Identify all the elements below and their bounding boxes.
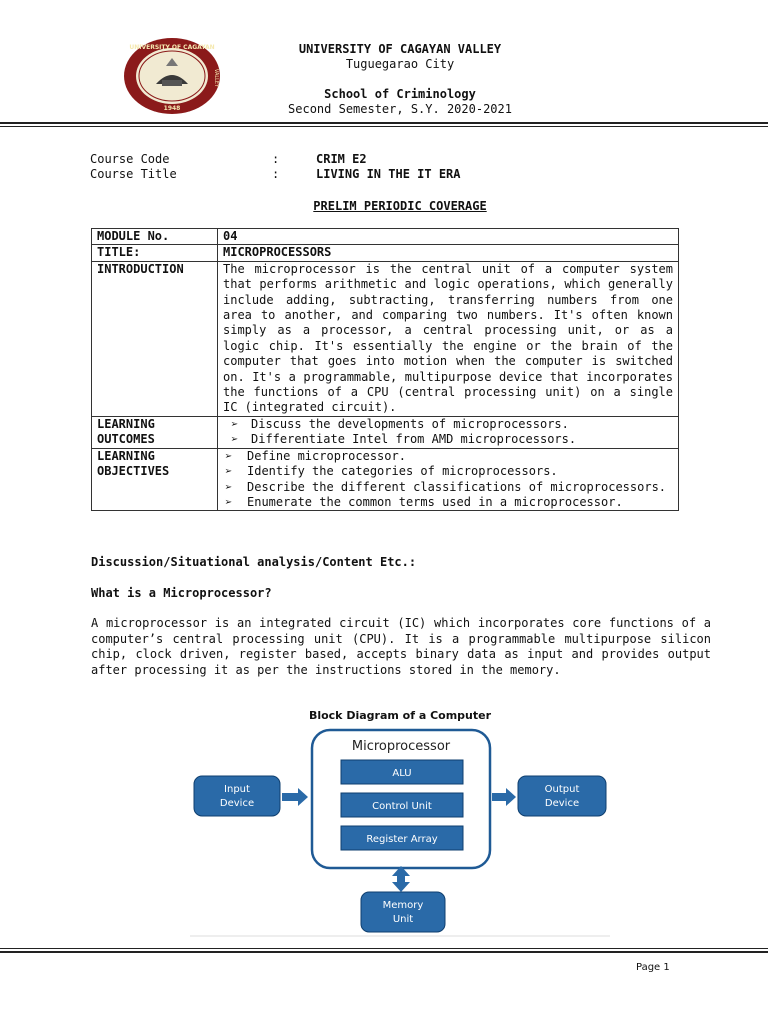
introduction-text: The microprocessor is the central unit of a computer system that performs arithmetic and logic operations, which generally include adding, subtracting, transferring numbers from one area to another, and comparing two numbers. It's often known simply as a processor, a central processing unit, or as a logic chip. It's essentially the engine or the brain of the computer that goes into motion when the computer is switched on. It's a programmable, multipurpose device that incorporates the functions of a CPU (central processing unit) on a single IC (integrated circuit). [218,261,679,416]
output-device-label-1: Output [544,784,580,795]
objectives-label-line-2: OBJECTIVES [97,464,170,479]
memory-unit-box [361,892,445,932]
university-seal [122,36,222,116]
diagram-title: Block Diagram of a Computer [308,709,492,722]
list-item: ➢ Differentiate Intel from AMD microprocessors. [231,432,577,447]
alu-label: ALU [392,768,412,779]
learning-objectives-label [92,448,218,511]
input-device-box [194,776,280,816]
definition-paragraph: A microprocessor is an integrated circuit (IC) which incorporates core functions of a computer’s central processing unit (CPU). It is a programmable multipurpose silicon chip, clock driven, register based, accepts binary data as input and provides output after processing it as per the instructions stored in the memory. [91,616,711,677]
footer-divider [0,948,768,953]
module-number-value: 04 [218,229,679,245]
input-device-label-1: Input [224,784,250,795]
course-code-label: Course Code [90,152,170,166]
input-device-label-2: Device [219,798,255,809]
memory-unit-label-2: Unit [392,914,414,925]
list-item: ➢ Define microprocessor. [225,448,406,463]
module-table [91,228,679,511]
arrow-bullet-icon: ➢ [225,479,233,494]
arrow-bullet-icon: ➢ [225,448,233,463]
course-info [90,152,461,182]
memory-unit-label-1: Memory [382,900,424,911]
course-code-value: CRIM E2 [316,152,367,166]
seal-text-side: VALLEY [213,68,219,88]
coverage-heading: PRELIM PERIODIC COVERAGE [313,199,487,213]
seal-year: 1948 [163,105,181,112]
learning-outcomes-list [218,416,679,448]
block-diagram [186,726,614,938]
course-title-colon: : [272,167,280,181]
control-unit-label: Control Unit [372,801,432,812]
arrow-bullet-icon: ➢ [231,416,239,431]
module-title-row [92,245,679,261]
school-name: School of Criminology [324,87,476,101]
city-name: Tuguegarao City [345,57,455,71]
learning-outcomes-label [92,416,218,448]
input-arrow-icon [282,788,308,806]
course-title-value: LIVING IN THE IT ERA [316,167,461,181]
module-number-row [92,229,679,245]
register-array-label: Register Array [366,834,438,845]
microprocessor-label: Microprocessor [351,739,451,754]
list-item: ➢ Discuss the developments of microprocessors. [231,416,569,431]
learning-objectives-list [218,448,679,511]
list-item: ➢ Identify the categories of microprocessors. [225,464,558,479]
seal-text-top: UNIVERSITY OF CAGAYAN [129,44,215,51]
output-device-box [518,776,606,816]
learning-outcomes-row [92,416,679,448]
introduction-row [92,261,679,416]
list-item: ➢ Describe the different classifications of microprocessors. [225,479,667,494]
learning-objectives-row [92,448,679,511]
what-heading: What is a Microprocessor? [91,586,272,600]
course-title-label: Course Title [90,167,177,181]
course-code-row [90,152,461,167]
module-number-label: MODULE No. [92,229,218,245]
output-arrow-icon [492,788,516,806]
arrow-bullet-icon: ➢ [225,464,233,479]
page-number: Page 1 [636,962,670,973]
arrow-bullet-icon: ➢ [231,432,239,447]
semester-text: Second Semester, S.Y. 2020-2021 [288,102,512,116]
course-title-row [90,167,461,182]
module-title-value: MICROPROCESSORS [218,245,679,261]
list-item: ➢ Enumerate the common terms used in a microprocessor. [225,494,623,509]
header-divider [0,122,768,127]
introduction-label: INTRODUCTION [92,261,218,416]
outcomes-label-line-1: LEARNING [97,416,155,431]
outcomes-label-line-2: OUTCOMES [97,432,155,447]
bidirectional-arrow-icon [392,866,410,892]
module-title-label: TITLE: [92,245,218,261]
discussion-heading: Discussion/Situational analysis/Content Etc.: [91,555,417,569]
university-name: UNIVERSITY OF CAGAYAN VALLEY [298,42,502,56]
course-code-colon: : [272,152,280,166]
document-header [230,42,570,117]
output-device-label-2: Device [544,798,580,809]
objectives-label-line-1: LEARNING [97,448,155,463]
arrow-bullet-icon: ➢ [225,494,233,509]
